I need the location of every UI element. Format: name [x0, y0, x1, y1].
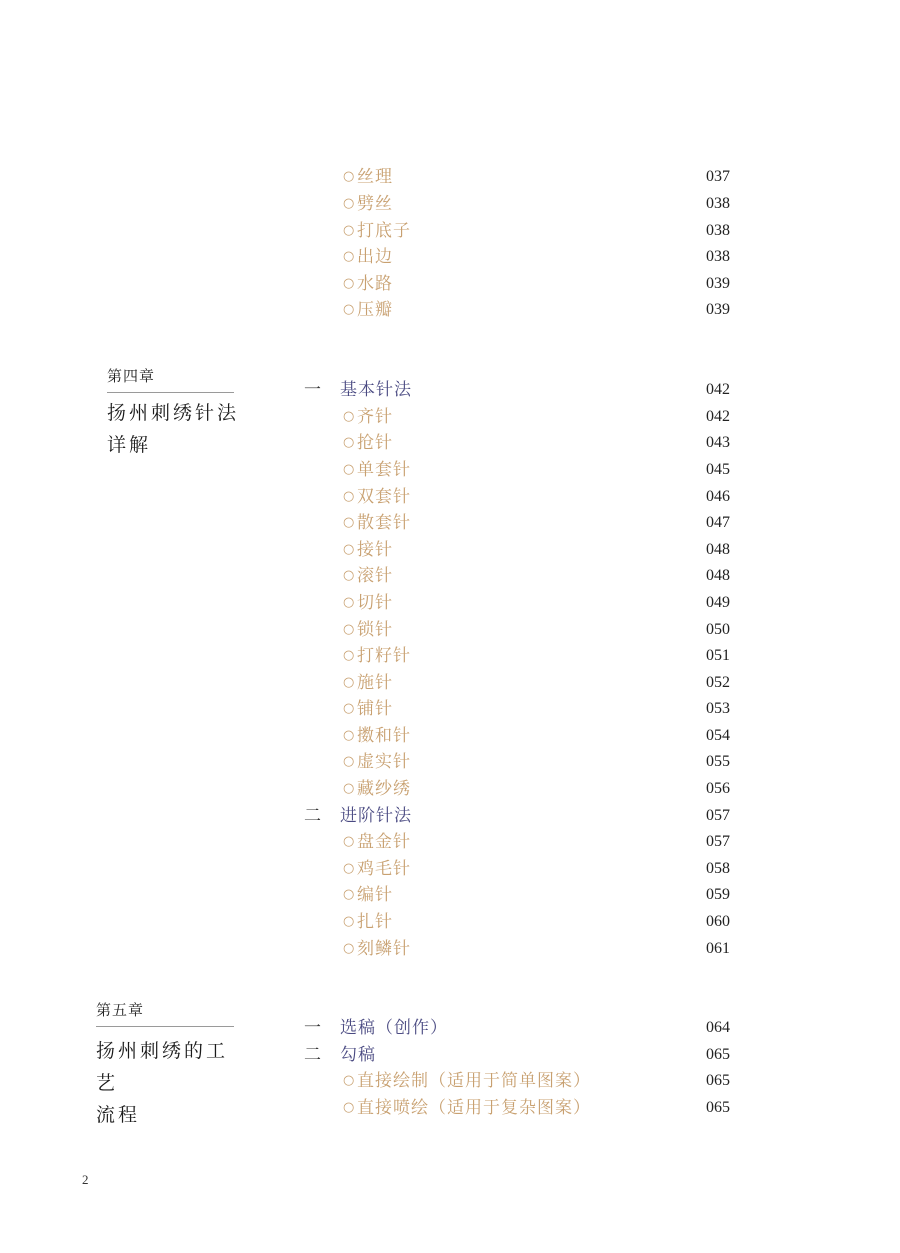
toc-entry-row[interactable]	[300, 723, 730, 749]
entry-page-number: 051	[706, 647, 730, 664]
toc-entry-row[interactable]	[300, 776, 730, 802]
toc-entry-row[interactable]	[300, 829, 730, 855]
toc-entry-row[interactable]	[300, 696, 730, 722]
toc-entry-row[interactable]	[300, 537, 730, 563]
entry-label: 扎针	[357, 912, 393, 932]
entry-page-number: 038	[706, 222, 730, 239]
entry-label: 盘金针	[357, 832, 411, 852]
circle-bullet-icon: ○	[343, 728, 355, 743]
section-marker: 一	[304, 380, 321, 400]
entry-label: 直接绘制（适用于简单图案）	[357, 1071, 591, 1091]
toc-entry-row[interactable]	[300, 1068, 730, 1094]
circle-bullet-icon: ○	[343, 196, 355, 211]
entry-page-number: 048	[706, 541, 730, 558]
section-label: 进阶针法	[340, 806, 412, 826]
entry-label: 锁针	[357, 620, 393, 640]
circle-bullet-icon: ○	[343, 302, 355, 317]
section-marker: 二	[304, 806, 321, 826]
toc-entry-row[interactable]	[300, 510, 730, 536]
chapter-five-number: 第五章	[96, 1001, 145, 1019]
entry-label: 鸡毛针	[357, 859, 411, 879]
circle-bullet-icon: ○	[343, 887, 355, 902]
section-label: 选稿（创作）	[340, 1018, 448, 1038]
chapter-four-heading-line2: 详解	[107, 434, 152, 456]
toc-entry-row[interactable]	[300, 617, 730, 643]
entry-page-number: 038	[706, 248, 730, 265]
toc-entry-row[interactable]	[300, 856, 730, 882]
circle-bullet-icon: ○	[343, 568, 355, 583]
page-number: 2	[82, 1172, 89, 1187]
entry-page-number: 048	[706, 567, 730, 584]
entry-page-number: 046	[706, 488, 730, 505]
entry-page-number: 064	[706, 1019, 730, 1036]
chapter-five-heading-line2: 流程	[96, 1104, 141, 1126]
entry-label: 直接喷绘（适用于复杂图案）	[357, 1098, 591, 1118]
toc-entry-row[interactable]	[300, 218, 730, 244]
entry-page-number: 057	[706, 807, 730, 824]
entry-label: 刻鳞针	[357, 939, 411, 959]
circle-bullet-icon: ○	[343, 861, 355, 876]
entry-label: 铺针	[357, 699, 393, 719]
entry-label: 劈丝	[357, 194, 393, 214]
entry-page-number: 059	[706, 886, 730, 903]
chapter-four-rule	[107, 392, 234, 393]
entry-page-number: 039	[706, 275, 730, 292]
toc-section-row[interactable]	[300, 803, 730, 829]
entry-label: 齐针	[357, 407, 393, 427]
entry-page-number: 056	[706, 780, 730, 797]
toc-entry-row[interactable]	[300, 430, 730, 456]
entry-page-number: 043	[706, 434, 730, 451]
section-marker: 一	[304, 1018, 321, 1038]
toc-entry-row[interactable]	[300, 643, 730, 669]
toc-entry-row[interactable]	[300, 244, 730, 270]
section-label: 勾稿	[340, 1045, 376, 1065]
entry-label: 双套针	[357, 487, 411, 507]
entry-label: 抢针	[357, 433, 393, 453]
circle-bullet-icon: ○	[343, 515, 355, 530]
circle-bullet-icon: ○	[343, 169, 355, 184]
toc-entry-row[interactable]	[300, 882, 730, 908]
entry-page-number: 050	[706, 621, 730, 638]
entry-page-number: 055	[706, 753, 730, 770]
toc-entry-row[interactable]	[300, 590, 730, 616]
circle-bullet-icon: ○	[343, 1100, 355, 1115]
entry-page-number: 054	[706, 727, 730, 744]
entry-page-number: 042	[706, 381, 730, 398]
chapter-five-rule	[96, 1026, 234, 1027]
entry-label: 滚针	[357, 566, 393, 586]
toc-entry-row[interactable]	[300, 404, 730, 430]
circle-bullet-icon: ○	[343, 914, 355, 929]
toc-entry-row[interactable]	[300, 484, 730, 510]
entry-page-number: 042	[706, 408, 730, 425]
toc-entry-row[interactable]	[300, 563, 730, 589]
chapter-four-number: 第四章	[107, 367, 156, 385]
toc-section-row[interactable]	[300, 377, 730, 403]
toc-entry-row[interactable]	[300, 909, 730, 935]
entry-label: 单套针	[357, 460, 411, 480]
entry-page-number: 060	[706, 913, 730, 930]
entry-page-number: 061	[706, 940, 730, 957]
circle-bullet-icon: ○	[343, 409, 355, 424]
toc-section-row[interactable]	[300, 1042, 730, 1068]
toc-entry-row[interactable]	[300, 670, 730, 696]
entry-page-number: 039	[706, 301, 730, 318]
circle-bullet-icon: ○	[343, 648, 355, 663]
entry-page-number: 045	[706, 461, 730, 478]
section-marker: 二	[304, 1045, 321, 1065]
toc-entry-row[interactable]	[300, 164, 730, 190]
toc-entry-row[interactable]	[300, 297, 730, 323]
entry-page-number: 049	[706, 594, 730, 611]
circle-bullet-icon: ○	[343, 249, 355, 264]
toc-entry-row[interactable]	[300, 191, 730, 217]
entry-label: 编针	[357, 885, 393, 905]
entry-label: 丝理	[357, 167, 393, 187]
entry-label: 出边	[357, 247, 393, 267]
entry-label: 打底子	[357, 221, 411, 241]
entry-label: 水路	[357, 274, 393, 294]
toc-entry-row[interactable]	[300, 457, 730, 483]
circle-bullet-icon: ○	[343, 223, 355, 238]
chapter-five-heading-line1: 扬州刺绣的工艺	[96, 1040, 229, 1094]
circle-bullet-icon: ○	[343, 1073, 355, 1088]
entry-page-number: 052	[706, 674, 730, 691]
entry-page-number: 058	[706, 860, 730, 877]
circle-bullet-icon: ○	[343, 595, 355, 610]
entry-label: 压瓣	[357, 300, 393, 320]
toc-entry-row[interactable]	[300, 1095, 730, 1121]
circle-bullet-icon: ○	[343, 542, 355, 557]
entry-page-number: 057	[706, 833, 730, 850]
chapter-four-heading	[107, 397, 247, 461]
entry-label: 藏纱绣	[357, 779, 411, 799]
toc-entry-row[interactable]	[300, 936, 730, 962]
entry-label: 虚实针	[357, 752, 411, 772]
entry-label: 打籽针	[357, 646, 411, 666]
circle-bullet-icon: ○	[343, 462, 355, 477]
chapter-four-heading-line1: 扬州刺绣针法	[107, 402, 240, 424]
entry-page-number: 065	[706, 1072, 730, 1089]
circle-bullet-icon: ○	[343, 941, 355, 956]
circle-bullet-icon: ○	[343, 276, 355, 291]
circle-bullet-icon: ○	[343, 675, 355, 690]
circle-bullet-icon: ○	[343, 435, 355, 450]
chapter-five-heading	[96, 1035, 246, 1131]
toc-section-row[interactable]	[300, 1015, 730, 1041]
entry-page-number: 038	[706, 195, 730, 212]
circle-bullet-icon: ○	[343, 622, 355, 637]
circle-bullet-icon: ○	[343, 701, 355, 716]
entry-label: 接针	[357, 540, 393, 560]
entry-page-number: 053	[706, 700, 730, 717]
entry-label: 切针	[357, 593, 393, 613]
toc-entry-row[interactable]	[300, 271, 730, 297]
entry-label: 擞和针	[357, 726, 411, 746]
entry-page-number: 047	[706, 514, 730, 531]
toc-entry-row[interactable]	[300, 749, 730, 775]
entry-label: 散套针	[357, 513, 411, 533]
entry-label: 施针	[357, 673, 393, 693]
circle-bullet-icon: ○	[343, 781, 355, 796]
entry-page-number: 037	[706, 168, 730, 185]
entry-page-number: 065	[706, 1046, 730, 1063]
section-label: 基本针法	[340, 380, 412, 400]
circle-bullet-icon: ○	[343, 834, 355, 849]
entry-page-number: 065	[706, 1099, 730, 1116]
circle-bullet-icon: ○	[343, 754, 355, 769]
circle-bullet-icon: ○	[343, 489, 355, 504]
